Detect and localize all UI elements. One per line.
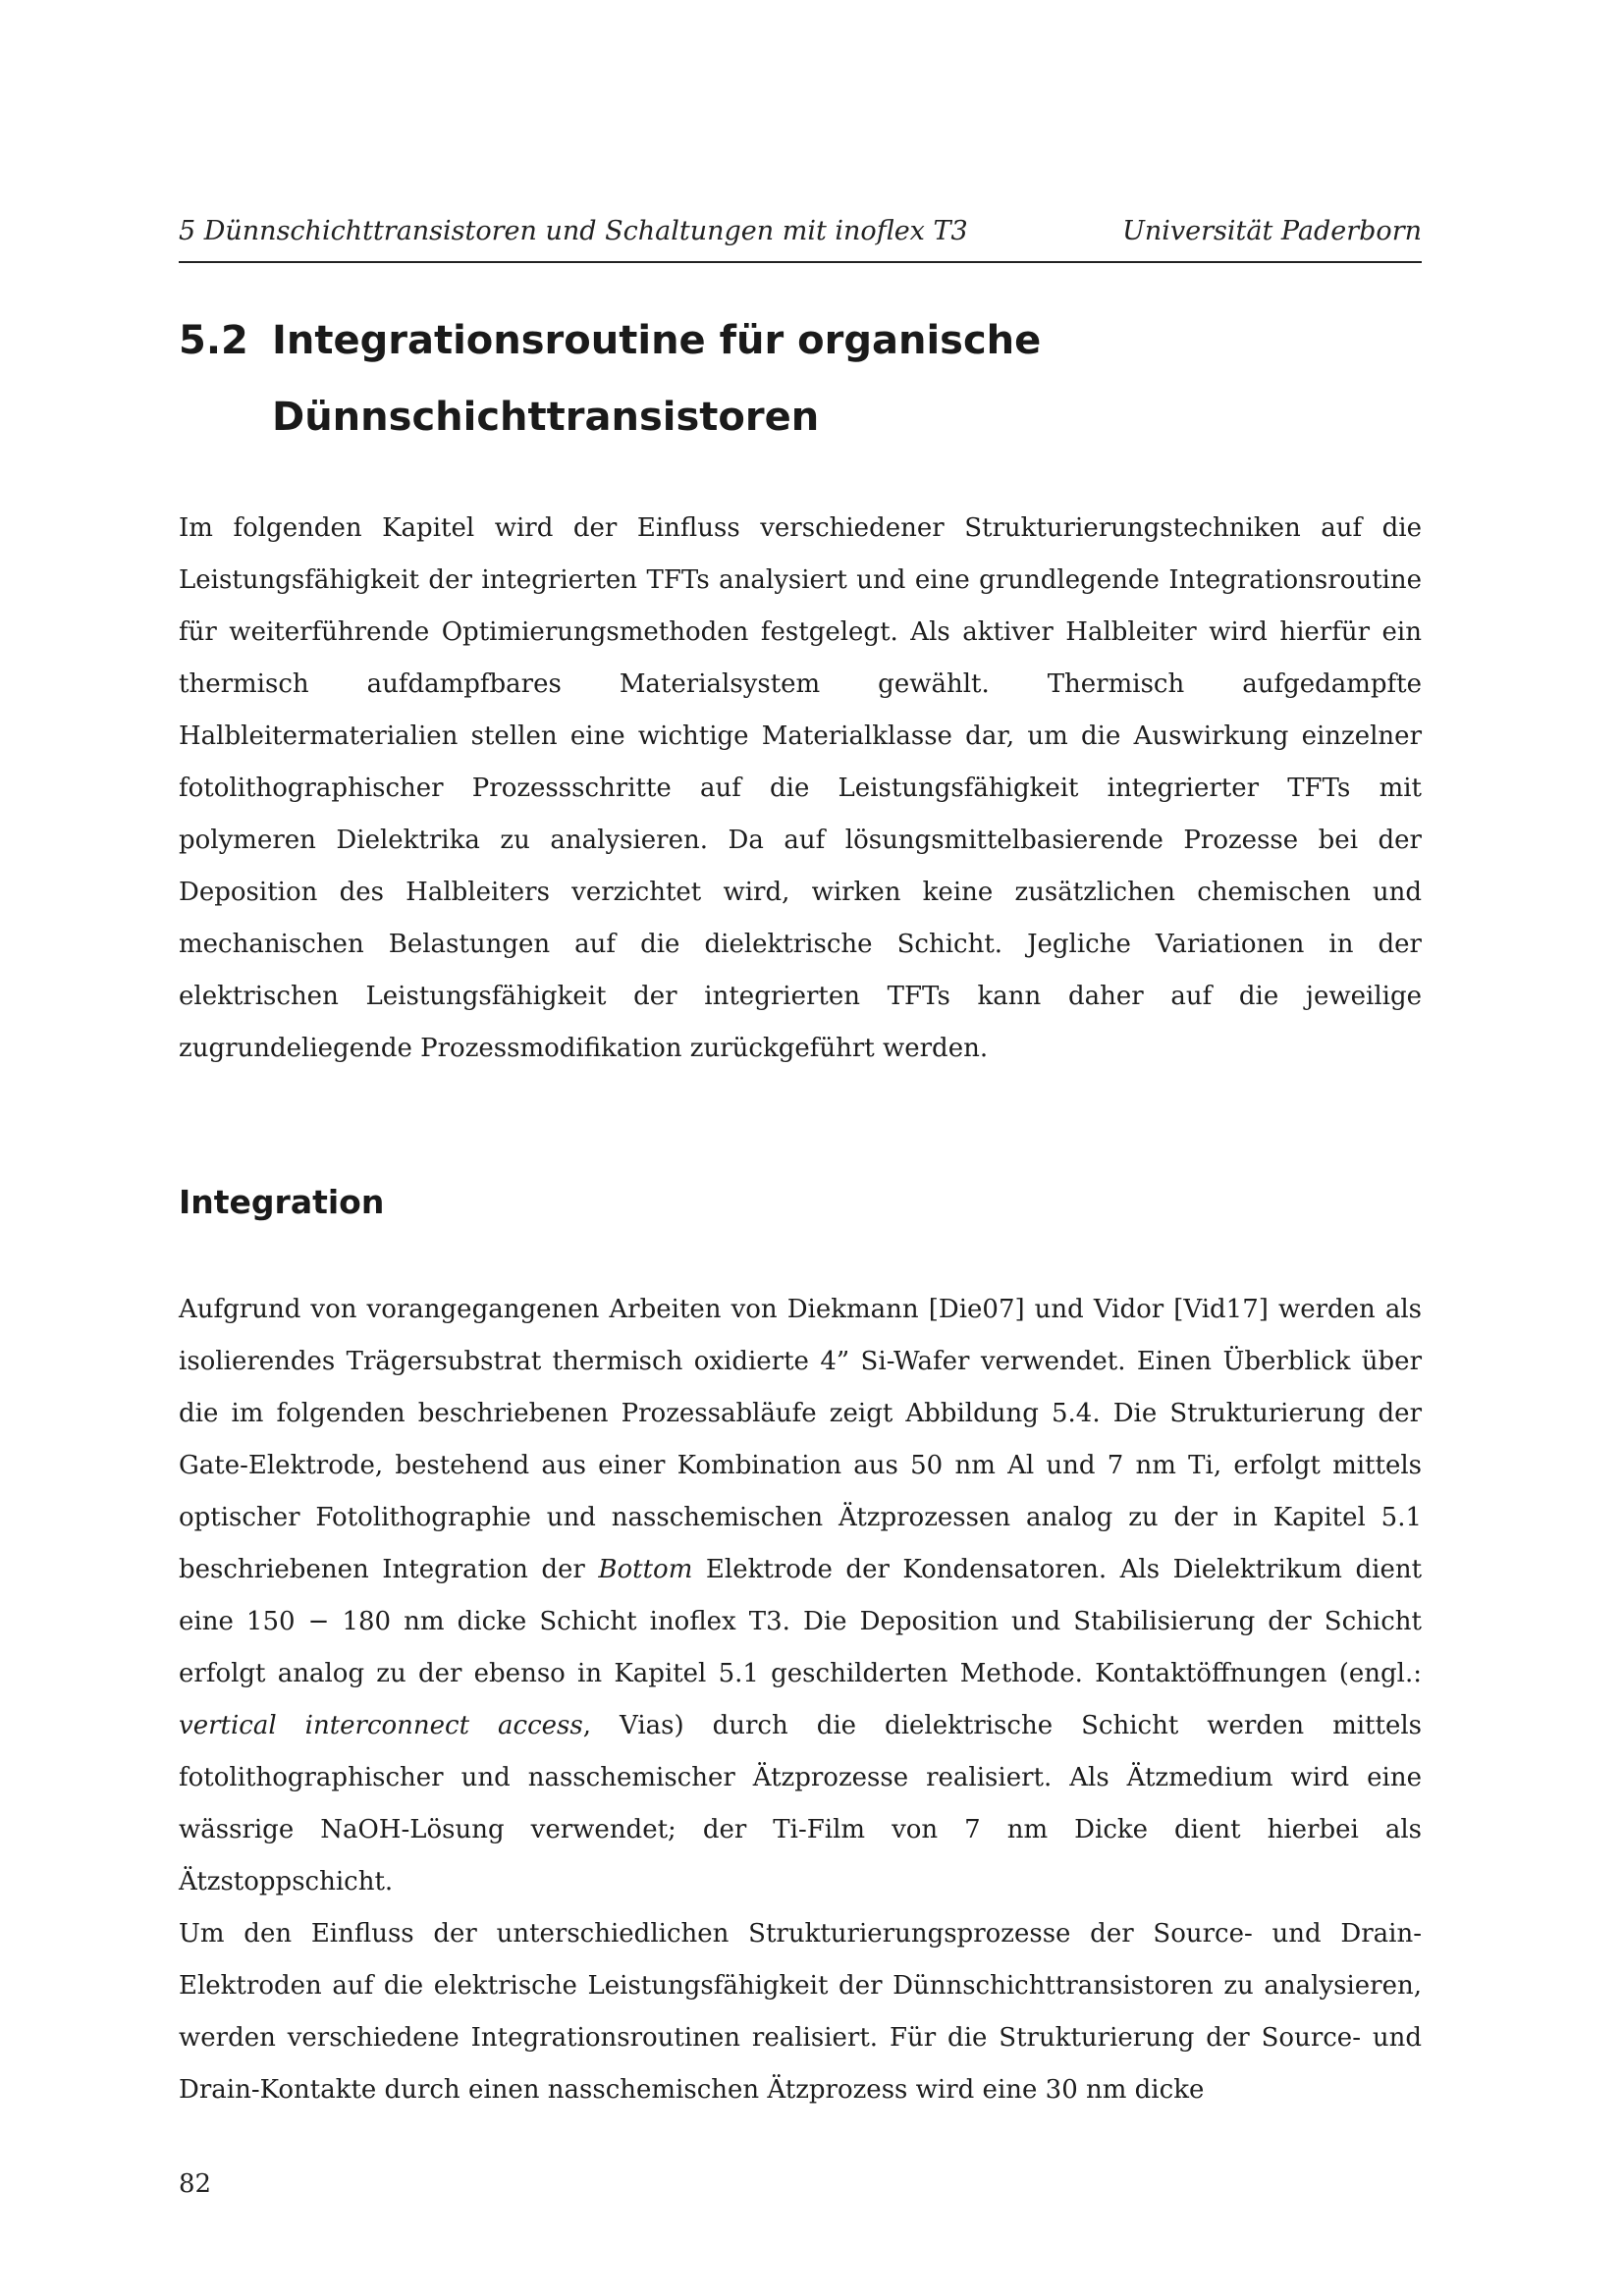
paragraph-integration [179, 1284, 1422, 1908]
subheading-integration: Integration [179, 1183, 385, 1221]
paragraph-integration-part3: , Vias) durch die dielektrische Schicht werden mittels fotolithographischer und nasschemischer Ätzprozesse realisiert. Als Ätzmedium wird eine wässrige NaOH-Lösung verwendet; der Ti-Film von 7 nm Dicke dient hierbei als Ätzstoppschicht. [179, 1711, 1423, 1896]
paragraph-integration-italic-bottom: Bottom [598, 1555, 693, 1584]
page-number: 82 [179, 2169, 212, 2199]
section-title-line2: Dünnschichttransistoren [272, 395, 820, 440]
paragraph-integration-italic-via: vertical interconnect access [179, 1711, 583, 1740]
running-head-university: Universität Paderborn [1122, 216, 1422, 246]
section-number: 5.2 [179, 318, 248, 363]
paragraph-integration-part1: Aufgrund von vorangegangenen Arbeiten von Diekmann [Die07] und Vidor [Vid17] werden als isolierendes Trägersubstrat thermisch oxidierte 4” Si-Wafer verwendet. Einen Überblick über die im folgenden beschriebenen Prozessabläufe zeigt Abbildung 5.4. Die Strukturierung der Gate-Elektrode, bestehend aus einer Kombination aus 50 nm Al und 7 nm Ti, erfolgt mittels optischer Fotolithographie und nasschemischen Ätzprozessen analog zu der in Kapitel 5.1 beschriebenen Integration der [179, 1295, 1422, 1584]
paragraph-intro: Im folgenden Kapitel wird der Einfluss verschiedener Strukturierungstechniken auf die Leistungsfähigkeit der integrierten TFTs analysiert und eine grundlegende Integrationsroutine für weiterführende Optimierungsmethoden festgelegt. Als aktiver Halbleiter wird hierfür ein thermisch aufdampfbares Materialsystem gewählt. Thermisch aufgedampfte Halbleitermaterialien stellen eine wichtige Materialklasse dar, um die Auswirkung einzelner fotolithographischer Prozessschritte auf die Leistungsfähigkeit integrierter TFTs mit polymeren Dielektrika zu analysieren. Da auf lösungsmittelbasierende Prozesse bei der Deposition des Halbleiters verzichtet wird, wirken keine zusätzlichen chemischen und mechanischen Belastungen auf die dielektrische Schicht. Jegliche Variationen in der elektrischen Leistungsfähigkeit der integrierten TFTs kann daher auf die jeweilige zugrundeliegende Prozessmodifikation zurückgeführt werden. [179, 513, 1422, 1063]
running-head [179, 210, 1422, 263]
paragraph-structuring: Um den Einfluss der unterschiedlichen Strukturierungsprozesse der Source- und Drain-Elektroden auf die elektrische Leistungsfähigkeit der Dünnschichttransistoren zu analysieren, werden verschiedene Integrationsroutinen realisiert. Für die Strukturierung der Source- und Drain-Kontakte durch einen nasschemischen Ätzprozess wird eine 30 nm dicke [179, 1919, 1422, 2105]
running-head-chapter: 5 Dünnschichttransistoren und Schaltungen mit inoflex T3 [179, 216, 968, 246]
section-title-line1: Integrationsroutine für organische [272, 318, 1042, 363]
paragraph-integration-part2: Elektrode der Kondensatoren. Als Dielektrikum dient eine 150 − 180 nm dicke Schicht inoflex T3. Die Deposition und Stabilisierung der Schicht erfolgt analog zu der ebenso in Kapitel 5.1 geschilderten Methode. Kontaktöffnungen (engl.: [179, 1555, 1423, 1688]
